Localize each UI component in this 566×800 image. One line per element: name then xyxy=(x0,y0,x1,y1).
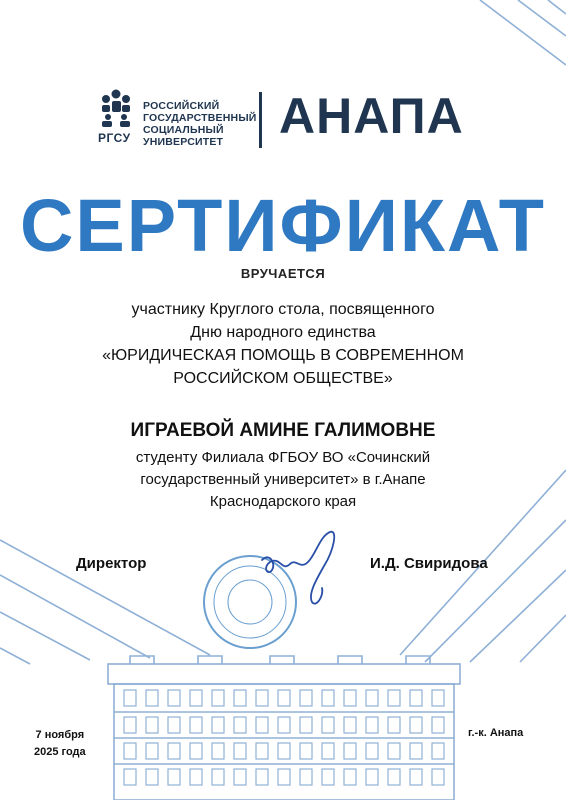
recipient-details xyxy=(0,447,566,513)
description-line: Дню народного единства xyxy=(190,324,376,341)
official-stamp xyxy=(204,556,296,648)
description-line: участнику Круглого стола, посвященного xyxy=(131,301,435,318)
logo-separator xyxy=(259,92,262,148)
issue-date xyxy=(34,727,86,761)
logo-line: ГОСУДАРСТВЕННЫЙ xyxy=(143,112,257,124)
logo-line: РОССИЙСКИЙ xyxy=(143,100,220,112)
recipient-detail-line: государственный университет» в г.Анапе xyxy=(140,471,426,488)
date-line: 2025 года xyxy=(34,746,86,758)
city-title: АНАПА xyxy=(279,88,464,144)
director-signature xyxy=(262,532,334,604)
building-outline xyxy=(108,656,460,800)
description-line: «ЮРИДИЧЕСКАЯ ПОМОЩЬ В СОВРЕМЕННОМ xyxy=(102,347,464,364)
signer-role: Директор xyxy=(76,555,147,572)
logo-line: СОЦИАЛЬНЫЙ xyxy=(143,124,224,136)
date-line: 7 ноября xyxy=(35,729,85,741)
recipient-detail-line: студенту Филиала ФГБОУ ВО «Сочинский xyxy=(135,449,431,466)
signer-name: И.Д. Свиридова xyxy=(370,555,488,572)
event-description xyxy=(0,298,566,390)
description-line: РОССИЙСКОМ ОБЩЕСТВЕ» xyxy=(173,370,393,387)
issue-place: г.-к. Анапа xyxy=(468,727,524,739)
certificate-title: СЕРТИФИКАТ xyxy=(19,184,547,267)
logo-org-name xyxy=(143,100,257,148)
awarded-label: ВРУЧАЕТСЯ xyxy=(240,266,326,281)
recipient-detail-line: Краснодарского края xyxy=(209,493,357,510)
logo-line: УНИВЕРСИТЕТ xyxy=(143,136,224,148)
recipient-name: ИГРАЕВОЙ АМИНЕ ГАЛИМОВНЕ xyxy=(130,420,436,441)
logo-abbreviation: РГСУ xyxy=(98,131,131,145)
rgsu-logo-icon xyxy=(102,90,130,128)
